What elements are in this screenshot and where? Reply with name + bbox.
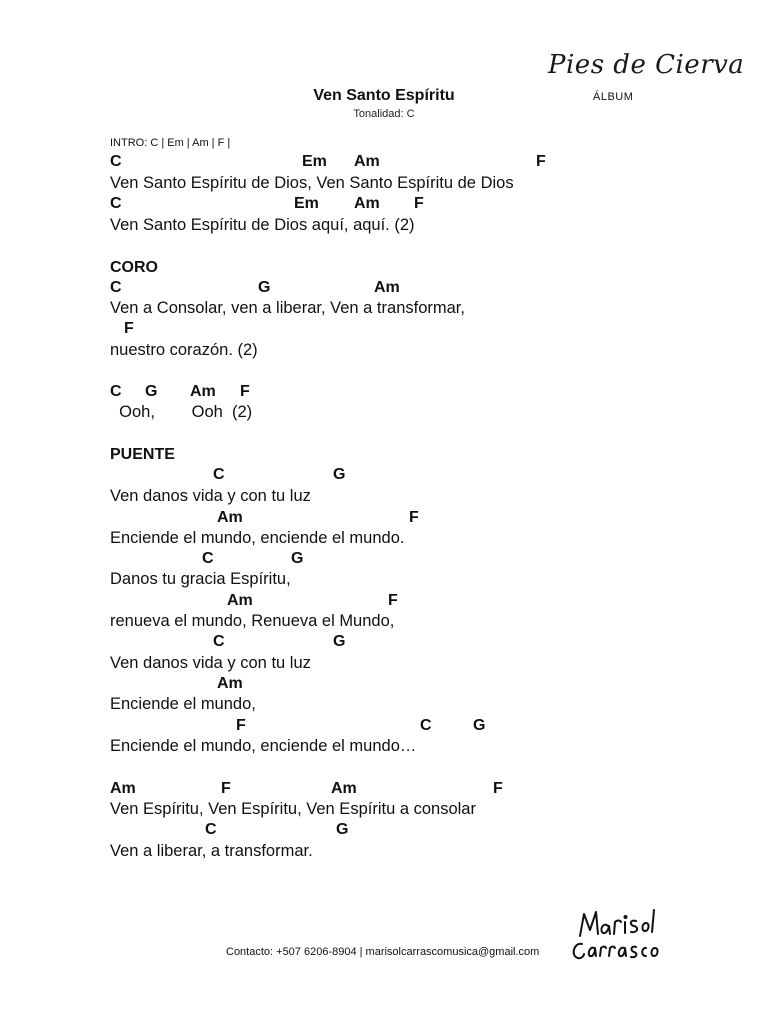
chord-label: Em	[302, 153, 327, 170]
brand-logo: Pies de Cierva	[548, 50, 745, 80]
chord-label: C	[205, 821, 217, 838]
lyric-line: renueva el mundo, Renueva el Mundo,	[110, 612, 395, 630]
contact-info: Contacto: +507 6206-8904 | marisolcarrascomusica@gmail.com	[226, 946, 540, 958]
lyric-line: Ven Espíritu, Ven Espíritu, Ven Espíritu a consolar	[110, 800, 476, 818]
lyric-line: Ven Santo Espíritu de Dios, Ven Santo Espíritu de Dios	[110, 174, 514, 192]
chord-label: F	[221, 780, 231, 797]
chord-row	[0, 592, 768, 610]
chord-label: C	[110, 195, 122, 212]
lyric-line: nuestro corazón. (2)	[110, 341, 258, 359]
chord-row	[0, 466, 768, 484]
lyric-line: Ven a liberar, a transformar.	[110, 842, 313, 860]
chord-label: Am	[354, 195, 380, 212]
chord-row	[0, 195, 768, 213]
chord-label: Am	[190, 383, 216, 400]
lyric-line: Danos tu gracia Espíritu,	[110, 570, 291, 588]
chord-row	[0, 550, 768, 568]
chord-label: Am	[217, 675, 243, 692]
chord-label: G	[333, 466, 346, 483]
chord-row	[0, 675, 768, 693]
chord-label: F	[414, 195, 424, 212]
chord-label: G	[473, 717, 486, 734]
signature-logo	[566, 904, 666, 964]
chord-label: G	[336, 821, 349, 838]
lyric-line: Ven danos vida y con tu luz	[110, 654, 311, 672]
chord-label: C	[202, 550, 214, 567]
section-heading: CORO	[110, 259, 158, 276]
chord-label: C	[213, 466, 225, 483]
chord-row	[0, 153, 768, 171]
signature-text: Marisol Carrasco	[566, 904, 574, 905]
lyric-line: Ven danos vida y con tu luz	[110, 487, 311, 505]
chord-label: F	[493, 780, 503, 797]
chord-label: Am	[354, 153, 380, 170]
chord-row	[0, 780, 768, 798]
chord-label: Em	[294, 195, 319, 212]
lyric-line: Enciende el mundo, enciende el mundo…	[110, 737, 417, 755]
chord-label: C	[213, 633, 225, 650]
album-label: ÁLBUM	[593, 91, 634, 103]
chord-row	[0, 383, 768, 401]
lyric-line: Enciende el mundo,	[110, 695, 256, 713]
chord-label: F	[240, 383, 250, 400]
lyric-line: Ven a Consolar, ven a liberar, Ven a transformar,	[110, 299, 465, 317]
song-key: Tonalidad: C	[353, 108, 415, 120]
chord-label: G	[258, 279, 271, 296]
chord-label: F	[236, 717, 246, 734]
song-title: Ven Santo Espíritu	[313, 87, 455, 104]
intro-line: INTRO: C | Em | Am | F |	[110, 137, 231, 149]
chord-label: G	[145, 383, 158, 400]
chord-label: G	[333, 633, 346, 650]
chord-row	[0, 509, 768, 527]
chord-label: F	[388, 592, 398, 609]
lyric-line: Ooh, Ooh (2)	[110, 403, 253, 421]
section-heading: PUENTE	[110, 446, 175, 463]
chord-row	[0, 717, 768, 735]
chord-label: F	[124, 320, 134, 337]
chord-label: Am	[331, 780, 357, 797]
chord-label: Am	[217, 509, 243, 526]
lyric-line: Enciende el mundo, enciende el mundo.	[110, 529, 405, 547]
chord-label: Am	[110, 780, 136, 797]
chord-row	[0, 821, 768, 839]
chord-label: F	[409, 509, 419, 526]
chord-label: C	[110, 279, 122, 296]
chord-label: C	[420, 717, 432, 734]
chord-label: C	[110, 383, 122, 400]
chord-row	[0, 279, 768, 297]
lyric-line: Ven Santo Espíritu de Dios aquí, aquí. (2)	[110, 216, 415, 234]
chord-label: Am	[374, 279, 400, 296]
chord-label: C	[110, 153, 122, 170]
chord-label: G	[291, 550, 304, 567]
chord-label: Am	[227, 592, 253, 609]
chord-row	[0, 320, 768, 338]
chord-row	[0, 633, 768, 651]
chord-label: F	[536, 153, 546, 170]
